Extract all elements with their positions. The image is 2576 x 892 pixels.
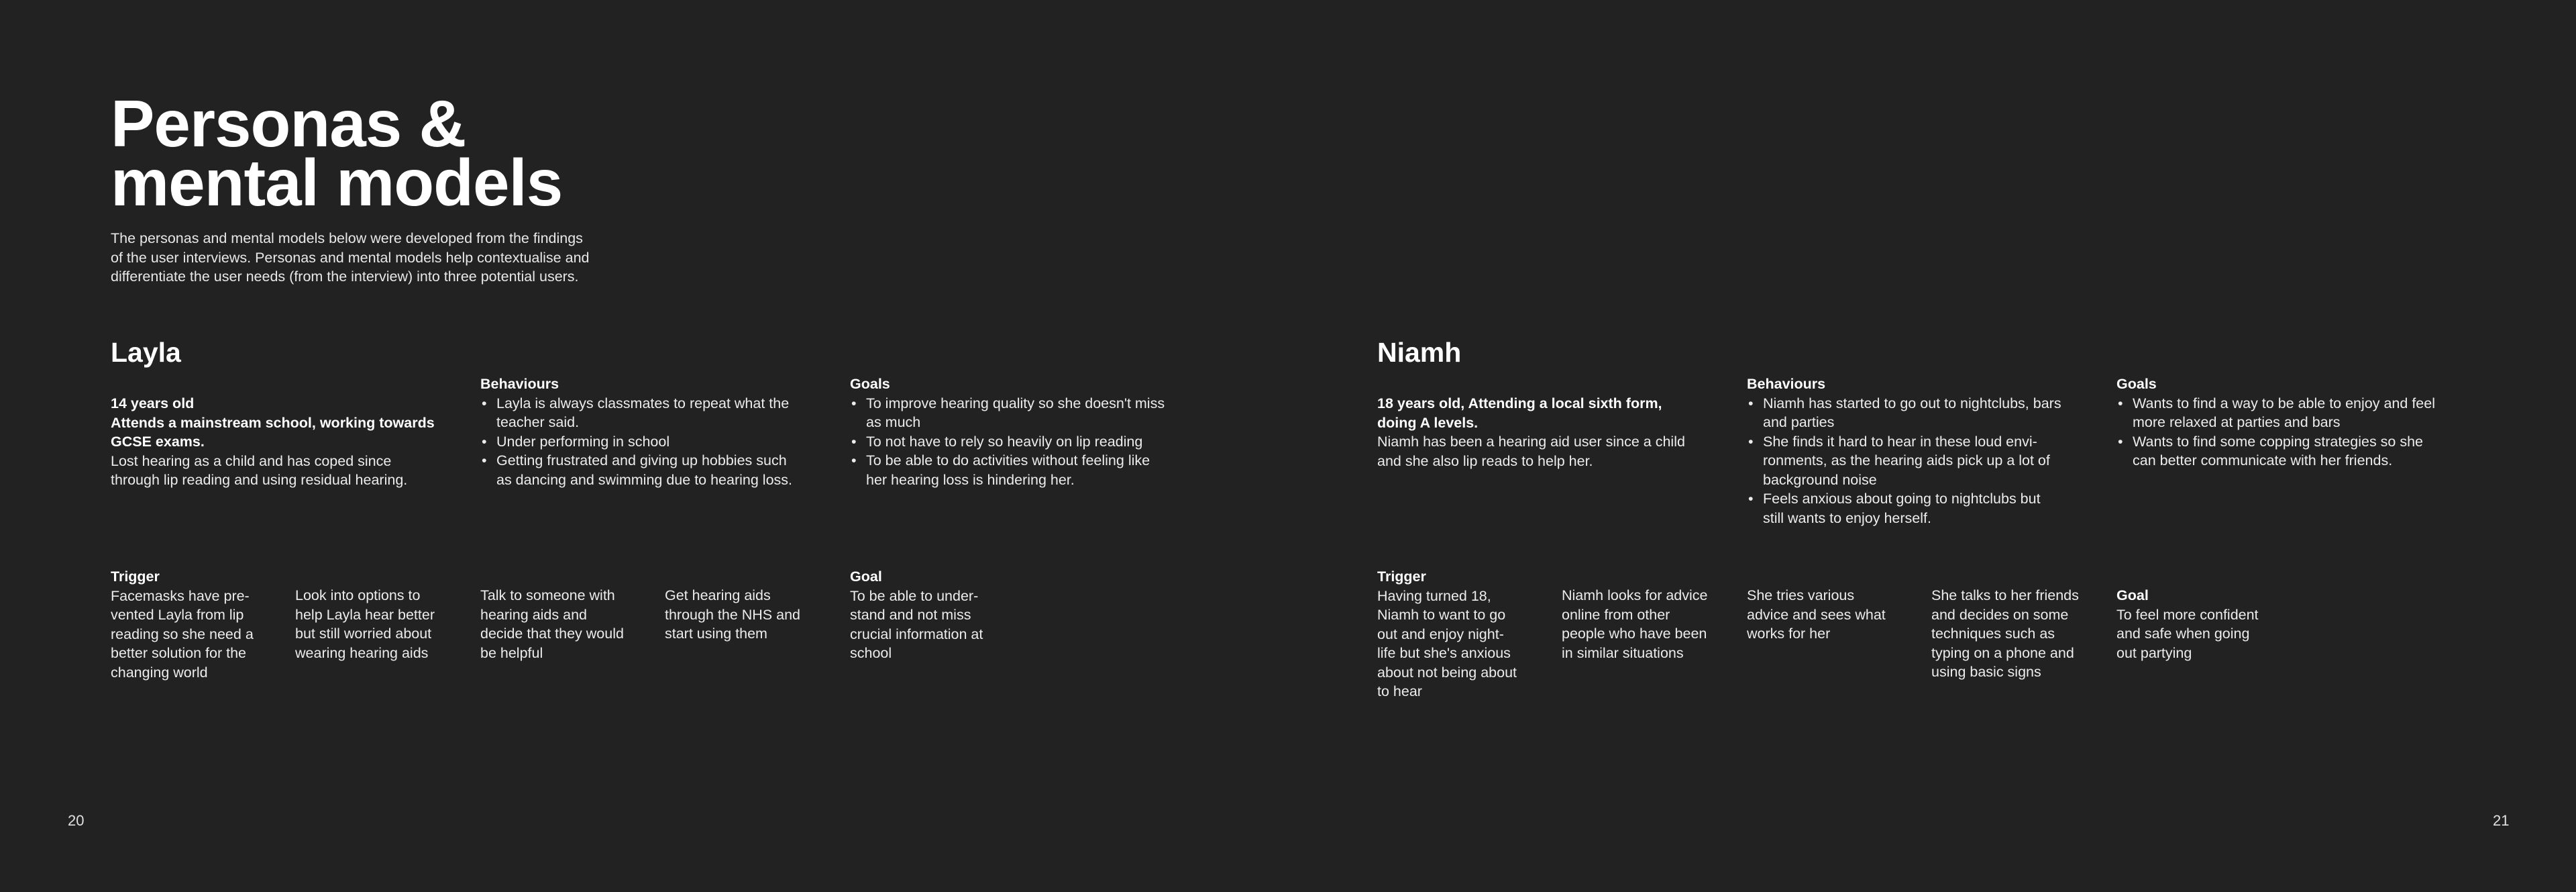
page-title-line-1: Personas & [111,87,466,160]
intro-line: differentiate the user needs (from the interview) into three potential users. [111,268,579,285]
journey-line: using basic signs [1931,664,2041,680]
intro-line: of the user interviews. Personas and mental models help contextualise and [111,249,590,266]
layla-journey-step-3 [480,586,661,662]
profile-line: 14 years old [111,395,195,411]
journey-line: people who have been [1562,626,1707,642]
layla-behaviours [480,375,836,489]
journey-line: out partying [2116,644,2192,661]
layla-journey-goal [850,567,1031,663]
journey-line: be helpful [480,644,543,661]
journey-line: hearing aids and [480,606,587,623]
journey-line: stand and not miss [850,607,971,623]
niamh-profile [1377,394,1739,470]
journey-line: Niamh looks for advice [1562,587,1708,603]
journey-line: life but she's anxious [1377,645,1511,661]
goals-list [850,394,1212,490]
list-item: • She finds it hard to hear in these loud envi- ronments, as the hearing aids pick up a lot of background noise [1747,432,2109,490]
behaviours-list [480,394,836,490]
journey-line: about not being about [1377,664,1517,681]
behaviours-heading: Behaviours [480,376,559,392]
list-item: • Wants to find a way to be able to enjoy and feel more relaxed at parties and bars [2116,394,2492,432]
goals-heading: Goals [2116,376,2157,392]
niamh-journey-goal [2116,586,2298,662]
niamh-journey-trigger [1377,567,1558,701]
journey-line: works for her [1747,626,1831,642]
niamh-journey-step-3 [1747,586,1928,644]
behaviours-heading: Behaviours [1747,376,1826,392]
trigger-heading: Trigger [111,568,160,585]
layla-profile [111,394,466,490]
goal-heading: Goal [2116,587,2149,603]
profile-line: Niamh has been a hearing aid user since a child [1377,434,1685,450]
layla-goals [850,375,1212,489]
niamh-behaviours [1747,375,2109,528]
journey-line: To be able to under- [850,587,979,604]
journey-line: Get hearing aids [665,587,771,603]
list-item: • Layla is always classmates to repeat what the teacher said. [480,394,836,432]
trigger-heading: Trigger [1377,568,1426,585]
profile-line: through lip reading and using residual hearing. [111,472,408,488]
journey-line: and decides on some [1931,606,2069,623]
page-number-right: 21 [2493,812,2510,829]
journey-line: typing on a phone and [1931,644,2074,661]
journey-line: better solution for the [111,645,246,661]
journey-line: Talk to someone with [480,587,615,603]
journey-line: Having turned 18, [1377,587,1491,604]
intro-paragraph [111,229,647,287]
list-item: • Getting frustrated and giving up hobbies such as dancing and swimming due to hearing loss. [480,451,836,489]
profile-line: Lost hearing as a child and has coped since [111,452,392,469]
behaviours-list [1747,394,2109,528]
persona-name-niamh: Niamh [1377,337,1462,368]
layla-journey-step-4 [665,586,846,644]
profile-line: doing A levels. [1377,414,1479,431]
list-item: • Feels anxious about going to nightclubs but still wants to enjoy herself. [1747,489,2109,528]
journey-line: reading so she need a [111,626,254,642]
journey-line: Look into options to [295,587,421,603]
list-item: • Niamh has started to go out to nightclubs, bars and parties [1747,394,2109,432]
niamh-journey-step-4 [1931,586,2112,682]
page-title-line-2: mental models [111,146,563,219]
list-item: • Wants to find some copping strategies so she can better communicate with her friends. [2116,432,2492,470]
goal-heading: Goal [850,568,882,585]
niamh-journey-step-2 [1562,586,1743,662]
list-item: • To improve hearing quality so she doesn't miss as much [850,394,1212,432]
journey-line: to hear [1377,683,1422,699]
page-number-left: 20 [68,812,85,829]
profile-line: Attends a mainstream school, working towards [111,414,435,431]
journey-line: in similar situations [1562,644,1684,661]
journey-line: advice and sees what [1747,606,1886,623]
journey-line: through the NHS and [665,606,800,623]
persona-name-layla: Layla [111,337,181,368]
journey-line: online from other [1562,606,1670,623]
journey-line: decide that they would [480,626,624,642]
list-item: • To be able to do activities without feeling like her hearing loss is hindering her. [850,451,1212,489]
niamh-goals [2116,375,2492,470]
journey-line: start using them [665,626,767,642]
journey-line: crucial information at [850,626,983,642]
journey-line: Niamh to want to go [1377,607,1506,623]
journey-line: but still worried about [295,626,432,642]
journey-line: Facemasks have pre- [111,587,250,604]
journey-line: out and enjoy night- [1377,626,1504,642]
goals-list [2116,394,2492,470]
journey-line: wearing hearing aids [295,644,429,661]
journey-line: She tries various [1747,587,1855,603]
journey-line: She talks to her friends [1931,587,2079,603]
layla-journey-trigger [111,567,292,682]
journey-line: school [850,645,892,661]
profile-line: 18 years old, Attending a local sixth form, [1377,395,1662,411]
journey-line: changing world [111,664,208,681]
list-item: • To not have to rely so heavily on lip reading [850,432,1212,452]
journey-line: help Layla hear better [295,606,435,623]
journey-line: vented Layla from lip [111,607,244,623]
journey-line: To feel more confident [2116,606,2259,623]
layla-journey-step-2 [295,586,476,662]
intro-line: The personas and mental models below were developed from the findings [111,230,583,246]
page-title [111,87,714,219]
journey-line: techniques such as [1931,626,2055,642]
goals-heading: Goals [850,376,890,392]
journey-line: and safe when going [2116,626,2250,642]
profile-line: GCSE exams. [111,434,205,450]
profile-line: and she also lip reads to help her. [1377,452,1593,469]
list-item: • Under performing in school [480,432,836,452]
